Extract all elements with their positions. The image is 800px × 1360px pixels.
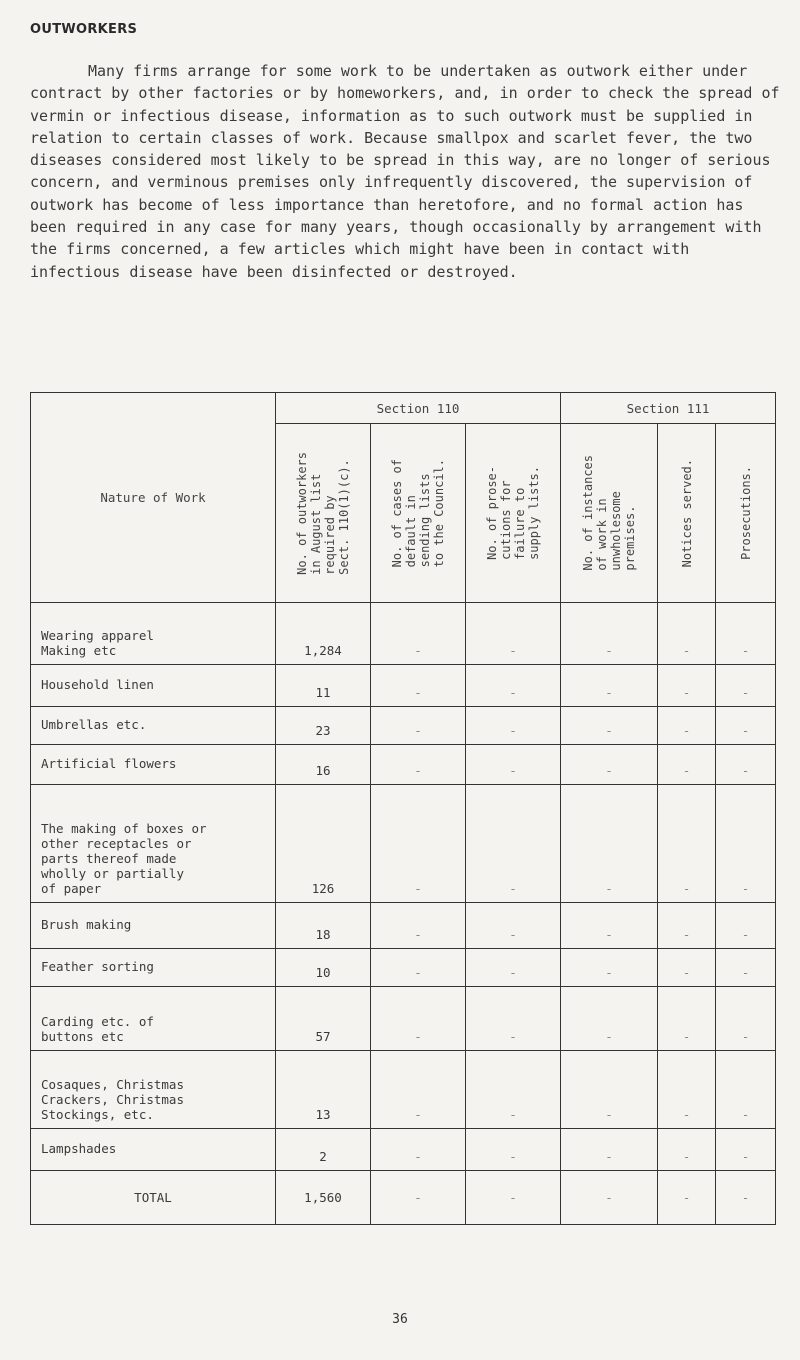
outworkers-cell: 13 xyxy=(276,1051,371,1129)
nature-cell: The making of boxes or other receptacles or parts thereof made wholly or partially of paper xyxy=(31,785,276,903)
value-cell: - xyxy=(658,1051,716,1129)
column-header-default-cases: No. of cases of default in sending lists to the Council. xyxy=(371,424,466,603)
value-cell: - xyxy=(716,745,776,785)
outworkers-table xyxy=(30,392,776,1225)
nature-cell: Lampshades xyxy=(31,1129,276,1171)
value-cell: - xyxy=(561,745,658,785)
nature-cell: Cosaques, Christmas Crackers, Christmas Stockings, etc. xyxy=(31,1051,276,1129)
outworkers-cell: 16 xyxy=(276,745,371,785)
value-cell: - xyxy=(716,903,776,949)
table-row xyxy=(31,949,776,987)
value-cell: - xyxy=(371,745,466,785)
outworkers-table-container xyxy=(30,392,776,1225)
total-outworkers-cell: 1,560 xyxy=(276,1171,371,1225)
total-value-cell: - xyxy=(371,1171,466,1225)
value-cell: - xyxy=(561,1129,658,1171)
value-cell: - xyxy=(716,1129,776,1171)
value-cell: - xyxy=(371,707,466,745)
value-cell: - xyxy=(716,949,776,987)
value-cell: - xyxy=(658,1129,716,1171)
nature-cell: Wearing apparel Making etc xyxy=(31,603,276,665)
outworkers-cell: 126 xyxy=(276,785,371,903)
column-header-prosecutions-lists: No. of prose- cutions for failure to supply lists. xyxy=(466,424,561,603)
table-row xyxy=(31,707,776,745)
page-number: 36 xyxy=(392,1312,408,1327)
nature-cell: Artificial flowers xyxy=(31,745,276,785)
column-header-prosecutions: Prosecutions. xyxy=(716,424,776,603)
value-cell: - xyxy=(466,603,561,665)
table-row xyxy=(31,665,776,707)
value-cell: - xyxy=(371,987,466,1051)
table-row xyxy=(31,903,776,949)
table-header-row-sections xyxy=(31,393,776,424)
total-value-cell: - xyxy=(466,1171,561,1225)
total-value-cell: - xyxy=(561,1171,658,1225)
outworkers-cell: 1,284 xyxy=(276,603,371,665)
value-cell: - xyxy=(371,903,466,949)
value-cell: - xyxy=(658,707,716,745)
value-cell: - xyxy=(466,1051,561,1129)
table-row xyxy=(31,1129,776,1171)
value-cell: - xyxy=(466,949,561,987)
value-cell: - xyxy=(561,707,658,745)
value-cell: - xyxy=(561,1051,658,1129)
nature-cell: Carding etc. of buttons etc xyxy=(31,987,276,1051)
value-cell: - xyxy=(371,603,466,665)
total-value-cell: - xyxy=(658,1171,716,1225)
value-cell: - xyxy=(658,745,716,785)
outworkers-cell: 23 xyxy=(276,707,371,745)
table-total-row xyxy=(31,1171,776,1225)
column-header-notices-served: Notices served. xyxy=(658,424,716,603)
outworkers-cell: 10 xyxy=(276,949,371,987)
value-cell: - xyxy=(561,987,658,1051)
value-cell: - xyxy=(561,603,658,665)
value-cell: - xyxy=(371,1051,466,1129)
body-paragraph: Many firms arrange for some work to be undertaken as outwork either under contract by other factories or by homeworkers, and, in order to check the spread of vermin or infectious disease, information as to such outwork must be supplied in relation to certain classes of work. Because smallpox and scarlet fever, the two diseases considered most likely to be spread in this way, are no longer of serious concern, and verminous premises only infrequently discovered, the supervision of outwork has become of less importance than heretofore, and no formal action has been required in any case for many years, though occasionally by arrangement with the firms concerned, a few articles which might have been in contact with infectious disease have been disinfected or destroyed. xyxy=(30,62,780,281)
outworkers-cell: 57 xyxy=(276,987,371,1051)
nature-cell: Feather sorting xyxy=(31,949,276,987)
value-cell: - xyxy=(716,1051,776,1129)
value-cell: - xyxy=(466,987,561,1051)
column-header-outworkers: No. of outworkers in August list required by Sect. 110(1)(c). xyxy=(276,424,371,603)
total-label: TOTAL xyxy=(31,1171,276,1225)
value-cell: - xyxy=(658,987,716,1051)
value-cell: - xyxy=(561,949,658,987)
table-row xyxy=(31,987,776,1051)
value-cell: - xyxy=(466,665,561,707)
value-cell: - xyxy=(716,603,776,665)
value-cell: - xyxy=(716,987,776,1051)
outworkers-cell: 18 xyxy=(276,903,371,949)
value-cell: - xyxy=(716,785,776,903)
value-cell: - xyxy=(658,665,716,707)
section-110-header: Section 110 xyxy=(276,393,561,424)
value-cell: - xyxy=(371,949,466,987)
value-cell: - xyxy=(371,665,466,707)
value-cell: - xyxy=(466,745,561,785)
value-cell: - xyxy=(561,903,658,949)
value-cell: - xyxy=(658,903,716,949)
nature-of-work-header: Nature of Work xyxy=(31,393,276,603)
total-value-cell: - xyxy=(716,1171,776,1225)
value-cell: - xyxy=(561,785,658,903)
value-cell: - xyxy=(658,785,716,903)
table-row xyxy=(31,785,776,903)
page-heading: OUTWORKERS xyxy=(30,22,138,37)
value-cell: - xyxy=(371,785,466,903)
value-cell: - xyxy=(658,603,716,665)
value-cell: - xyxy=(466,1129,561,1171)
nature-cell: Household linen xyxy=(31,665,276,707)
nature-cell: Brush making xyxy=(31,903,276,949)
table-row xyxy=(31,745,776,785)
value-cell: - xyxy=(716,665,776,707)
table-row xyxy=(31,603,776,665)
outworkers-cell: 11 xyxy=(276,665,371,707)
column-header-unwholesome-premises: No. of instances of work in unwholesome premises. xyxy=(561,424,658,603)
value-cell: - xyxy=(658,949,716,987)
outworkers-cell: 2 xyxy=(276,1129,371,1171)
value-cell: - xyxy=(466,785,561,903)
nature-cell: Umbrellas etc. xyxy=(31,707,276,745)
table-row xyxy=(31,1051,776,1129)
value-cell: - xyxy=(716,707,776,745)
value-cell: - xyxy=(371,1129,466,1171)
section-111-header: Section 111 xyxy=(561,393,776,424)
value-cell: - xyxy=(561,665,658,707)
value-cell: - xyxy=(466,707,561,745)
value-cell: - xyxy=(466,903,561,949)
